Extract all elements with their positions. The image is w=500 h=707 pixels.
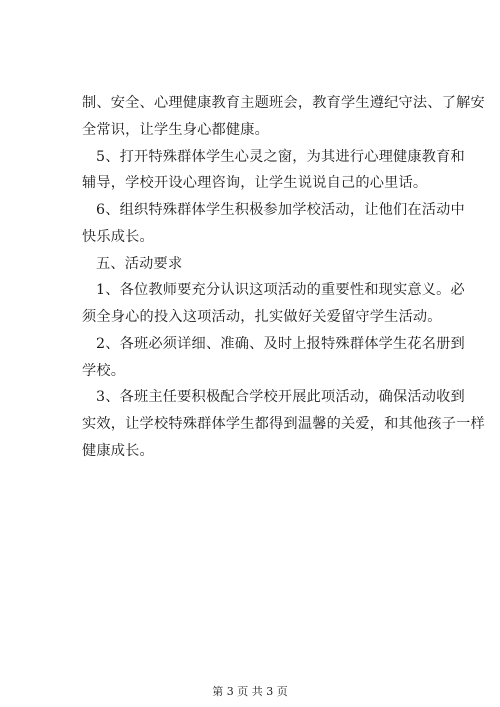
- paragraph-line: 6、组织特殊群体学生积极参加学校活动，让他们在活动中: [96, 202, 465, 218]
- paragraph-line: 须全身心的投入这项活动，扎实做好关爱留守学生活动。: [82, 309, 442, 325]
- paragraph-line: 制、安全、心理健康教育主题班会，教育学生遵纪守法、了解安: [82, 95, 485, 111]
- section-heading: 五、活动要求: [96, 256, 183, 272]
- paragraph-line: 辅导，学校开设心理咨询，让学生说说自己的心里话。: [82, 175, 428, 191]
- paragraph-line: 5、打开特殊群体学生心灵之窗，为其进行心理健康教育和: [96, 149, 465, 165]
- paragraph-line: 学校。: [82, 363, 126, 379]
- paragraph-line: 快乐成长。: [82, 229, 154, 245]
- paragraph-line: 健康成长。: [82, 443, 154, 459]
- page-footer: 第 3 页 共 3 页: [212, 685, 288, 698]
- paragraph-line: 3、各班主任要积极配合学校开展此项活动，确保活动收到: [96, 389, 465, 405]
- paragraph-line: 实效，让学校特殊群体学生都得到温馨的关爱，和其他孩子一样: [82, 416, 485, 432]
- paragraph-line: 2、各班必须详细、准确、及时上报特殊群体学生花名册到: [96, 336, 465, 352]
- paragraph-line: 1、各位教师要充分认识这项活动的重要性和现实意义。必: [96, 282, 465, 298]
- paragraph-line: 全常识，让学生身心都健康。: [82, 122, 270, 138]
